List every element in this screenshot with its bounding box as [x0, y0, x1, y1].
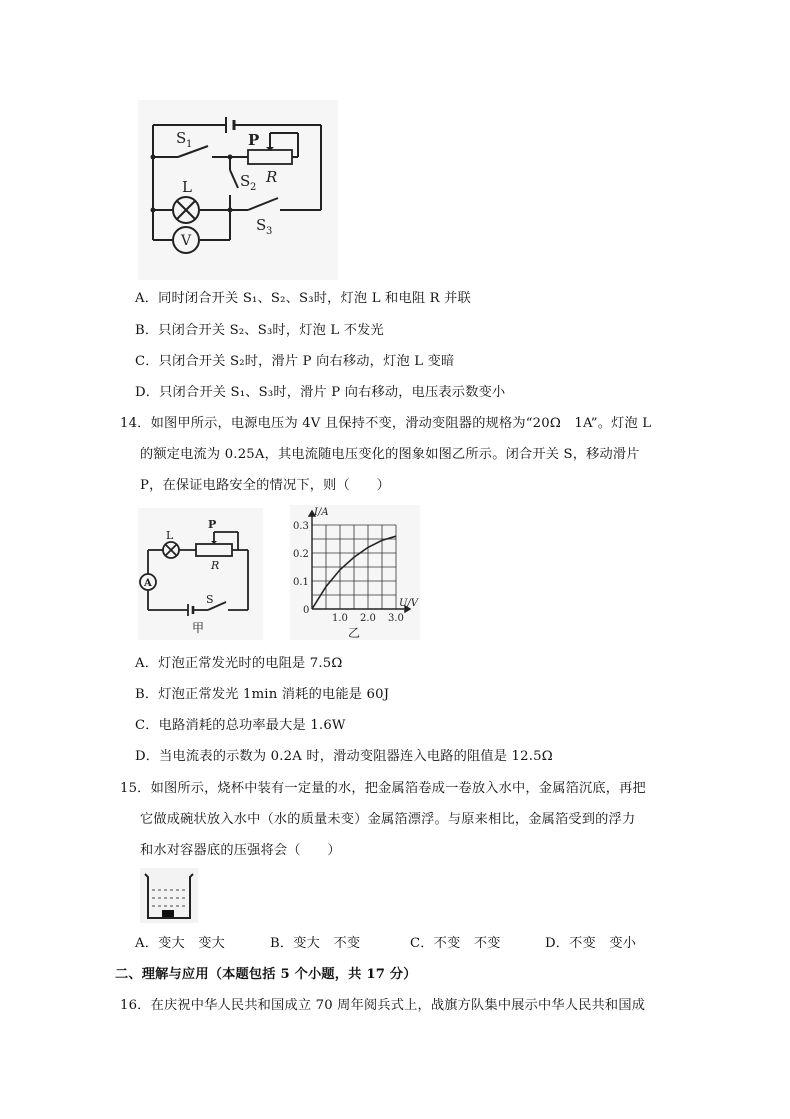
- q14-option-c: C．电路消耗的总功率最大是 1.6W: [135, 718, 346, 733]
- beaker-figure: [140, 868, 198, 923]
- label-s2: S: [240, 172, 251, 190]
- label-s3: S: [256, 216, 267, 234]
- q15-stem-line-1: 15．如图所示，烧杯中装有一定量的水，把金属箔卷成一卷放入水中，金属箔沉底，再把: [120, 781, 646, 796]
- circuit-diagram-q14: [138, 508, 263, 640]
- q14-stem-line-1: 14．如图甲所示，电源电压为 4V 且保持不变，滑动变阻器的规格为“20Ω 1A”。灯泡 L: [120, 416, 652, 431]
- circuit2-caption: 甲: [192, 621, 205, 635]
- label-p: P: [248, 131, 260, 149]
- circuit2-label-r: R: [211, 559, 220, 572]
- label-s2-sub: 2: [250, 182, 257, 193]
- q15-option-d: D．不变 变小: [545, 936, 637, 951]
- circuit2-label-p: P: [208, 518, 217, 531]
- y-tick-label: 0.2: [293, 549, 309, 560]
- y-axis-label: I/A: [314, 507, 329, 518]
- q15-stem-line-2: 它做成碗状放入水中（水的质量未变）金属箔漂浮。与原来相比，金属箔受到的浮力: [140, 812, 636, 827]
- x-tick-label: 2.0: [360, 613, 376, 624]
- q14-option-d: D．当电流表的示数为 0.2A 时，滑动变阻器连入电路的阻值是 12.5Ω: [135, 749, 553, 764]
- q13-option-c: C．只闭合开关 S₂时，滑片 P 向右移动，灯泡 L 变暗: [135, 354, 455, 369]
- q14-stem-line-2: 的额定电流为 0.25A，其电流随电压变化的图象如图乙所示。闭合开关 S，移动滑片: [140, 447, 640, 462]
- circuit-diagram-q13: [138, 100, 338, 280]
- label-s3-sub: 3: [266, 226, 273, 237]
- q15-option-a: A．变大 变大: [135, 936, 226, 951]
- circuit2-label-l: L: [166, 529, 174, 542]
- label-v: V: [181, 233, 192, 249]
- q15-stem-line-3: 和水对容器底的压强将会（ ）: [140, 843, 341, 858]
- q14-option-b: B．灯泡正常发光 1min 消耗的电能是 60J: [135, 687, 390, 702]
- section-2-title: 二、理解与应用（本题包括 5 个小题，共 17 分）: [115, 967, 417, 982]
- q13-option-b: B．只闭合开关 S₂、S₃时，灯泡 L 不发光: [135, 323, 384, 338]
- x-axis-label: U/V: [399, 598, 419, 609]
- circuit2-label-s: S: [206, 593, 214, 606]
- q13-option-d: D．只闭合开关 S₁、S₃时，滑片 P 向右移动，电压表示数变小: [135, 385, 506, 400]
- q14-stem-line-3: P，在保证电路安全的情况下，则（ ）: [140, 478, 391, 493]
- q15-option-b: B．变大 不变: [270, 936, 361, 951]
- x-tick-label: 3.0: [388, 613, 404, 624]
- q14-option-a: A．灯泡正常发光时的电阻是 7.5Ω: [135, 656, 343, 671]
- q16-stem-line-1: 16．在庆祝中华人民共和国成立 70 周年阅兵式上，战旗方队集中展示中华人民共和国成: [120, 998, 646, 1013]
- label-s1: S: [176, 129, 187, 147]
- ammeter-label: A: [144, 578, 152, 589]
- origin-label: 0: [303, 605, 310, 616]
- graph-caption: 乙: [348, 626, 361, 640]
- q15-option-c: C．不变 不变: [410, 936, 501, 951]
- iu-graph: [290, 505, 420, 640]
- x-tick-label: 1.0: [332, 613, 348, 624]
- q13-option-a: A．同时闭合开关 S₁、S₂、S₃时，灯泡 L 和电阻 R 并联: [135, 291, 471, 306]
- label-l: L: [182, 178, 192, 196]
- y-tick-label: 0.1: [293, 577, 309, 588]
- label-r: R: [266, 168, 278, 186]
- y-tick-label: 0.3: [293, 521, 309, 532]
- label-s1-sub: 1: [186, 139, 193, 150]
